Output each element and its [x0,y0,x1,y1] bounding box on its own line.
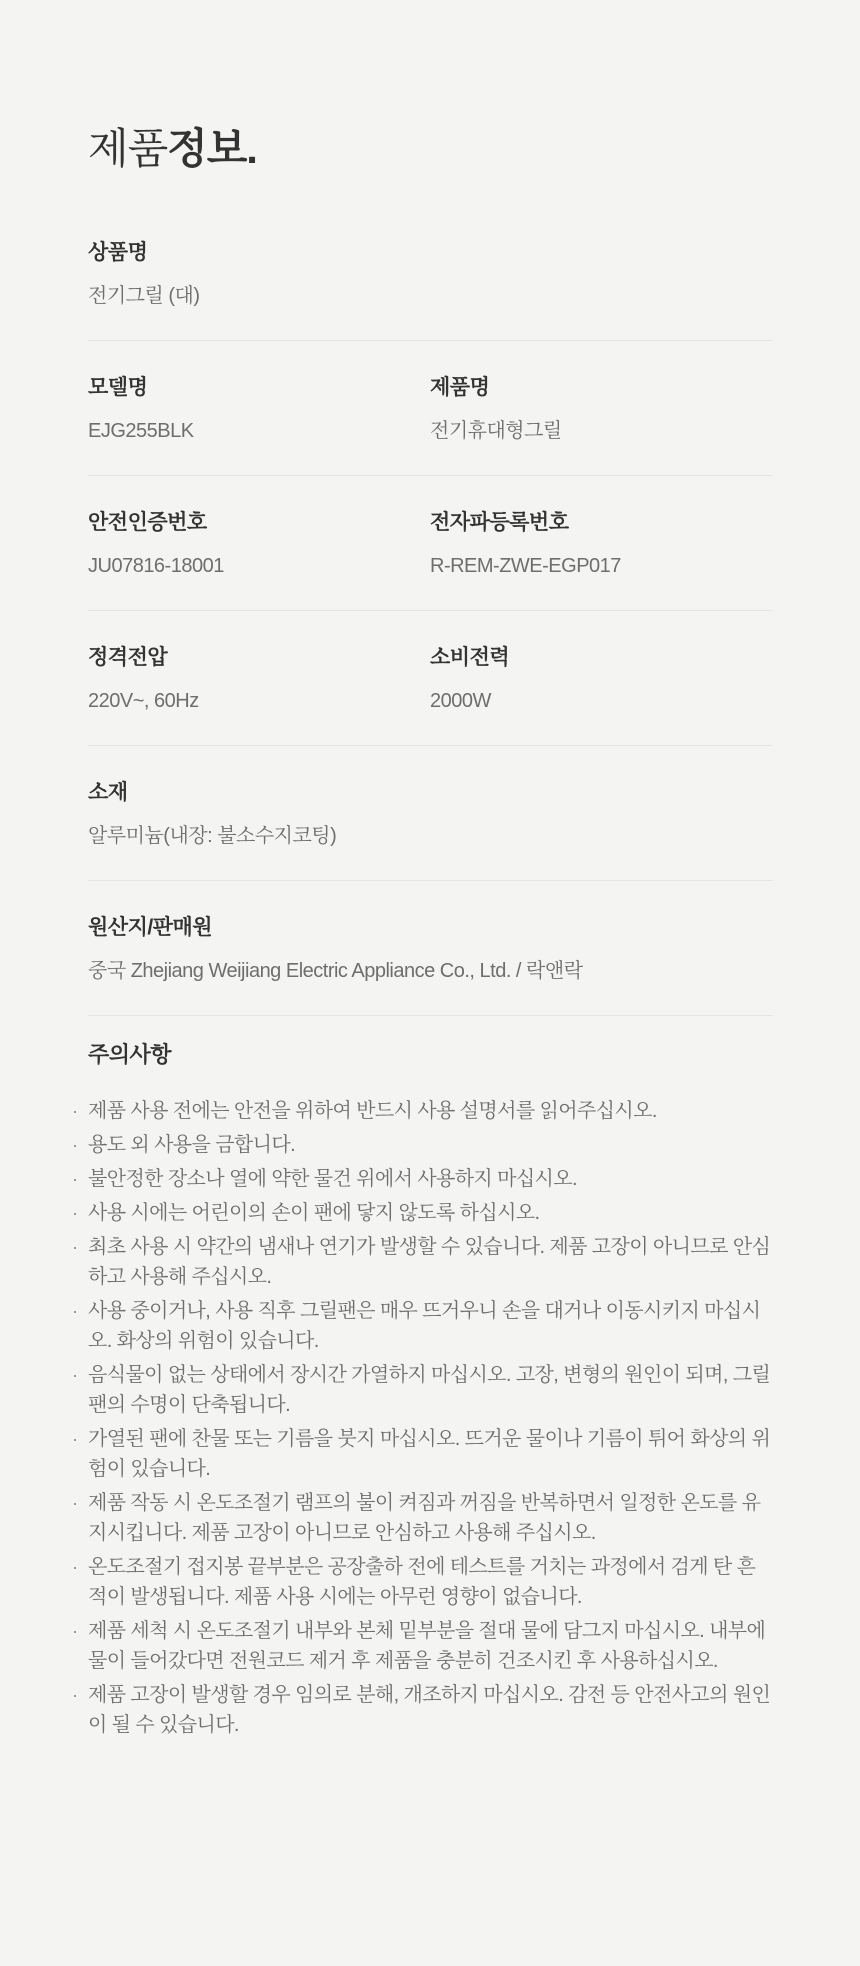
notice-item: · 제품 사용 전에는 안전을 위하여 반드시 사용 설명서를 읽어주십시오. [88,1096,772,1126]
info-label: 정격전압 [88,646,168,670]
notice-item: · 사용 시에는 어린이의 손이 팬에 닿지 않도록 하십시오. [88,1198,772,1228]
info-value: 중국 Zhejiang Weijiang Electric Appliance Co., Ltd. / 락앤락 [88,960,583,983]
page-title [88,28,772,174]
info-value: 알루미늄(내장: 불소수지코팅) [88,825,337,848]
info-value: 2000W [430,690,491,713]
info-label: 전자파등록번호 [430,511,569,535]
notice-item: · 제품 고장이 발생할 경우 임의로 분해, 개조하지 마십시오. 감전 등 안전사고의 원인이 될 수 있습니다. [88,1680,772,1740]
page-title-bold: 정보. [167,125,257,173]
product-info-table [88,240,772,1016]
info-label: 상품명 [88,241,148,265]
info-cell [430,510,772,580]
notice-item: · 최초 사용 시 약간의 냄새나 연기가 발생할 수 있습니다. 제품 고장이 아니므로 안심하고 사용해 주십시오. [88,1232,772,1292]
info-label: 원산지/판매원 [88,916,213,940]
info-value: R-REM-ZWE-EGP017 [430,555,621,578]
info-cell [430,375,772,445]
notice-item: · 온도조절기 접지봉 끝부분은 공장출하 전에 테스트를 거치는 과정에서 검게 탄 흔적이 발생됩니다. 제품 사용 시에는 아무런 영향이 없습니다. [88,1552,772,1612]
page-title-regular: 제품 [88,125,168,173]
notice-item: · 사용 중이거나, 사용 직후 그릴팬은 매우 뜨거우니 손을 대거나 이동시키지 마십시오. 화상의 위험이 있습니다. [88,1296,772,1356]
info-label: 모델명 [88,376,148,400]
info-row-origin-seller [88,881,772,1016]
info-value: 전기휴대형그릴 [430,420,562,443]
info-cell [88,510,430,580]
info-row-model [88,341,772,476]
info-value: 220V~, 60Hz [88,690,199,713]
notice-item: · 음식물이 없는 상태에서 장시간 가열하지 마십시오. 고장, 변형의 원인이 되며, 그릴 팬의 수명이 단축됩니다. [88,1360,772,1420]
info-label: 소비전력 [430,646,510,670]
info-row-material [88,746,772,881]
info-value: EJG255BLK [88,420,194,443]
notice-item: · 제품 세척 시 온도조절기 내부와 본체 밑부분을 절대 물에 담그지 마십시오. 내부에 물이 들어갔다면 전원코드 제거 후 제품을 충분히 건조시킨 후 사용하십시오. [88,1616,772,1676]
notice-list [88,1096,772,1740]
product-info-page [0,28,860,1740]
info-label: 안전인증번호 [88,511,207,535]
notice-section [88,1042,772,1740]
info-value: 전기그릴 (대) [88,285,200,308]
info-cell [88,240,772,310]
notice-item: · 용도 외 사용을 금합니다. [88,1130,772,1160]
notice-item: · 제품 작동 시 온도조절기 램프의 불이 켜짐과 꺼짐을 반복하면서 일정한 온도를 유지시킵니다. 제품 고장이 아니므로 안심하고 사용해 주십시오. [88,1488,772,1548]
info-label: 제품명 [430,376,490,400]
info-cell [88,780,772,850]
info-label: 소재 [88,781,128,805]
notice-item: · 가열된 팬에 찬물 또는 기름을 붓지 마십시오. 뜨거운 물이나 기름이 튀어 화상의 위험이 있습니다. [88,1424,772,1484]
info-row-product-name [88,240,772,341]
notice-heading: 주의사항 [88,1042,172,1068]
info-cell [430,645,772,715]
info-value: JU07816-18001 [88,555,224,578]
info-row-certification [88,476,772,611]
info-row-power [88,611,772,746]
info-cell [88,915,772,985]
notice-item: · 불안정한 장소나 열에 약한 물건 위에서 사용하지 마십시오. [88,1164,772,1194]
info-cell [88,375,430,445]
info-cell [88,645,430,715]
